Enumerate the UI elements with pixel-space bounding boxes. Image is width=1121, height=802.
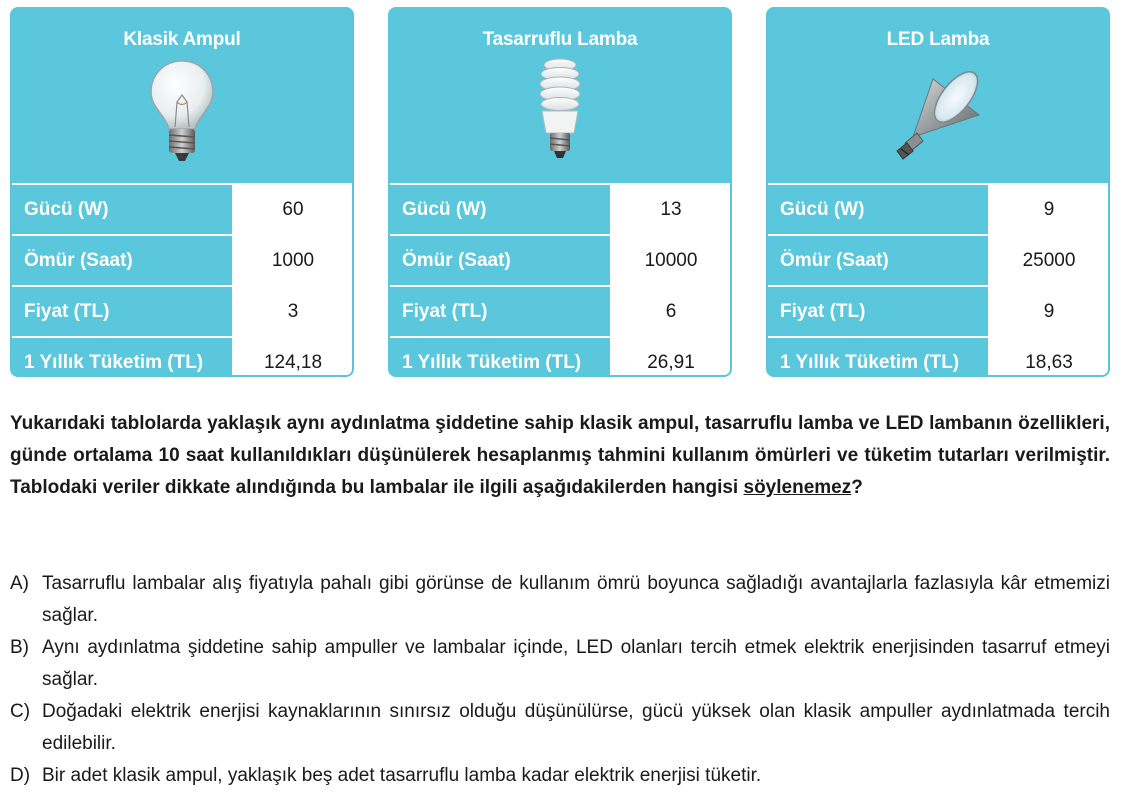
table-row [390, 234, 730, 285]
row-label: Ömür (Saat) [24, 249, 133, 271]
row-value: 10000 [610, 236, 730, 285]
option-text: Tasarruflu lambalar alış fiyatıyla pahalı gibi görünse de kullanım ömrü boyunca sağladığı avantajlarla fazlasıyla kâr etmemizi sağlar. [42, 573, 1110, 626]
row-value: 3 [232, 287, 352, 336]
row-label: Gücü (W) [402, 198, 487, 220]
row-label: Fiyat (TL) [402, 300, 488, 322]
option-text: Doğadaki elektrik enerjisi kaynaklarının sınırsız olduğu düşünülürse, gücü yüksek olan klasik ampuller aydınlatmada tercih edilebilir. [42, 701, 1110, 754]
card-klasik-ampul [10, 7, 354, 377]
table-row [390, 183, 730, 234]
row-label: Ömür (Saat) [780, 249, 889, 271]
table-row [768, 285, 1108, 336]
row-label: 1 Yıllık Tüketim (TL) [402, 351, 582, 373]
card-title: Tasarruflu Lamba [482, 29, 638, 50]
table-row [768, 234, 1108, 285]
option-a[interactable] [10, 568, 1110, 632]
card-header [12, 9, 352, 183]
lamp-comparison-tables [10, 7, 1112, 379]
row-value: 60 [232, 185, 352, 234]
row-value: 18,63 [988, 338, 1108, 377]
card-title: Klasik Ampul [123, 29, 241, 50]
option-letter: D) [10, 765, 31, 786]
table-row [12, 285, 352, 336]
row-value: 26,91 [610, 338, 730, 377]
row-label: 1 Yıllık Tüketim (TL) [780, 351, 960, 373]
question-text [10, 408, 1110, 504]
row-label: Gücü (W) [24, 198, 109, 220]
option-text: Bir adet klasik ampul, yaklaşık beş adet tasarruflu lamba kadar elektrik enerjisi tüketir. [42, 765, 762, 786]
table-row [768, 336, 1108, 377]
question-body: Yukarıdaki tablolarda yaklaşık aynı aydınlatma şiddetine sahip klasik ampul, tasarruflu lamba ve LED lambanın özellikleri, günde ortalama 10 saat kullanıldıkları düşünülerek hesaplanmış tahmini kullanım ömürleri ve tüketim tutarları verilmiştir. Tablodaki veriler dikkate alındığında bu lambalar ile ilgili aşağıdakilerden hangisi [10, 413, 1110, 498]
option-b[interactable] [10, 632, 1110, 696]
table-row [390, 285, 730, 336]
row-value: 124,18 [232, 338, 352, 377]
row-value: 9 [988, 287, 1108, 336]
option-text: Aynı aydınlatma şiddetine sahip ampuller ve lambalar içinde, LED olanları tercih etmek elektrik enerjisinden tasarruf etmeyi sağlar. [42, 637, 1110, 690]
question-emphasis: söylenemez [743, 477, 852, 498]
option-d[interactable] [10, 760, 1110, 792]
row-value: 1000 [232, 236, 352, 285]
row-label: Fiyat (TL) [780, 300, 866, 322]
led-lamp-icon [893, 67, 983, 167]
row-label: 1 Yıllık Tüketim (TL) [24, 351, 204, 373]
option-c[interactable] [10, 696, 1110, 760]
option-letter: C) [10, 701, 31, 722]
incandescent-bulb-icon [147, 57, 217, 167]
row-value: 13 [610, 185, 730, 234]
card-header [768, 9, 1108, 183]
table-row [768, 183, 1108, 234]
card-led-lamba [766, 7, 1110, 377]
option-letter: A) [10, 573, 29, 594]
row-value: 6 [610, 287, 730, 336]
option-letter: B) [10, 637, 29, 658]
row-label: Gücü (W) [780, 198, 865, 220]
card-title: LED Lamba [886, 29, 990, 50]
table-row [12, 234, 352, 285]
row-value: 9 [988, 185, 1108, 234]
table-row [12, 183, 352, 234]
row-label: Ömür (Saat) [402, 249, 511, 271]
card-tasarruflu-lamba [388, 7, 732, 377]
table-row [12, 336, 352, 377]
row-label: Fiyat (TL) [24, 300, 110, 322]
card-header [390, 9, 730, 183]
table-row [390, 336, 730, 377]
row-value: 25000 [988, 236, 1108, 285]
cfl-bulb-icon [530, 57, 590, 167]
answer-options [10, 568, 1110, 792]
question-end: ? [851, 477, 863, 498]
